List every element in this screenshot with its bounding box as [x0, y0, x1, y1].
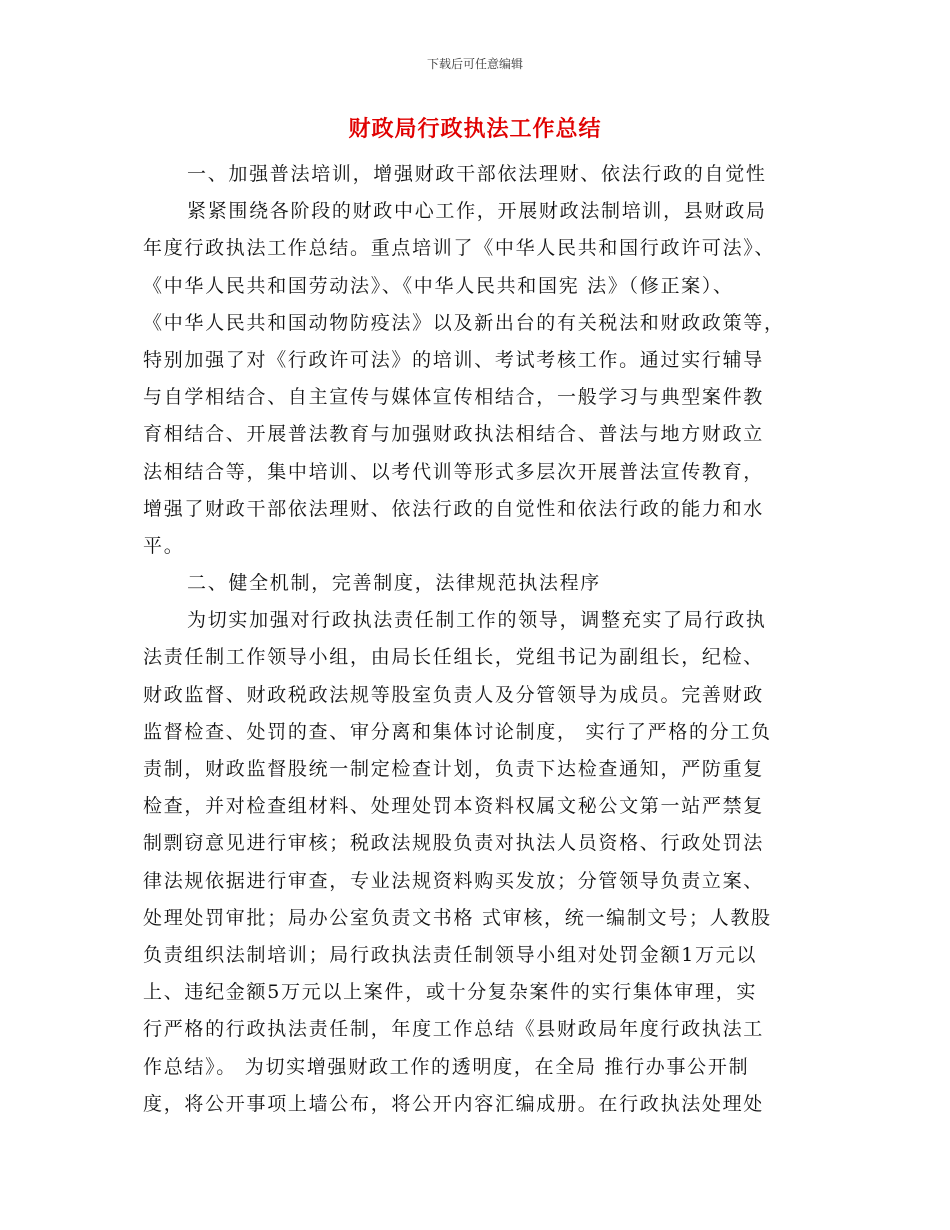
- body-line: 检查，并对检查组材料、处理处罚本资料权属文秘公文第一站严禁复: [143, 795, 765, 818]
- body-line: 律法规依据进行审查，专业法规资料购买发放；分管领导负责立案、: [143, 869, 765, 892]
- body-line: 为切实加强对行政执法责任制工作的领导，调整充实了局行政执: [187, 609, 767, 632]
- body-line: 《中华人民共和国动物防疫法》以及新出台的有关税法和财政政策等，: [143, 311, 785, 334]
- body-line: 育相结合、开展普法教育与加强财政执法相结合、普法与地方财政立: [143, 423, 765, 446]
- body-line: 增强了财政干部依法理财、依法行政的自觉性和依法行政的能力和水: [143, 497, 765, 520]
- body-line: 年度行政执法工作总结。重点培训了《中华人民共和国行政许可法》、: [143, 237, 776, 260]
- body-line: 《中华人民共和国劳动法》、《中华人民共和国宪 法》（修正案）、: [143, 274, 734, 297]
- document-title: 财政局行政执法工作总结: [348, 116, 602, 142]
- body-line: 行严格的行政执法责任制，年度工作总结《县财政局年度行政执法工: [143, 1018, 765, 1041]
- body-line: 二、健全机制，完善制度，法律规范执法程序: [187, 572, 602, 595]
- body-line: 监督检查、处罚的查、审分离和集体讨论制度， 实行了严格的分工负: [143, 720, 772, 743]
- body-line: 制剽窃意见进行审核；税政法规股负责对执法人员资格、行政处罚法: [143, 832, 765, 855]
- body-line: 特别加强了对《行政许可法》的培训、考试考核工作。通过实行辅导: [143, 348, 765, 371]
- body-line: 法责任制工作领导小组，由局长任组长，党组书记为副组长，纪检、: [143, 646, 765, 669]
- body-line: 处理处罚审批；局办公室负责文书格 式审核，统一编制文号；人教股: [143, 906, 772, 929]
- body-line: 紧紧围绕各阶段的财政中心工作，开展财政法制培训，县财政局: [187, 200, 767, 223]
- body-line: 财政监督、财政税政法规等股室负责人及分管领导为成员。完善财政: [143, 683, 765, 706]
- body-line: 上、违纪金额5万元以上案件，或十分复杂案件的实行集体审理，实: [143, 981, 758, 1004]
- body-line: 责制，财政监督股统一制定检查计划，负责下达检查通知，严防重复: [143, 758, 765, 780]
- body-line: 度，将公开事项上墙公布，将公开内容汇编成册。在行政执法处理处: [143, 1092, 765, 1115]
- body-line: 法相结合等，集中培训、以考代训等形式多层次开展普法宣传教育，: [143, 460, 765, 483]
- body-line: 平。: [143, 534, 185, 557]
- document-body: [143, 156, 807, 1123]
- body-line: 作总结》。 为切实增强财政工作的透明度，在全局 推行办事公开制: [143, 1055, 750, 1078]
- body-line: 负责组织法制培训；局行政执法责任制领导小组对处罚金额1万元以: [143, 943, 758, 966]
- body-line: 一、加强普法培训，增强财政干部依法理财、依法行政的自觉性: [187, 163, 767, 185]
- body-line: 与自学相结合、自主宣传与媒体宣传相结合，一般学习与典型案件教: [143, 386, 765, 409]
- header-note: 下载后可任意编辑: [426, 57, 523, 71]
